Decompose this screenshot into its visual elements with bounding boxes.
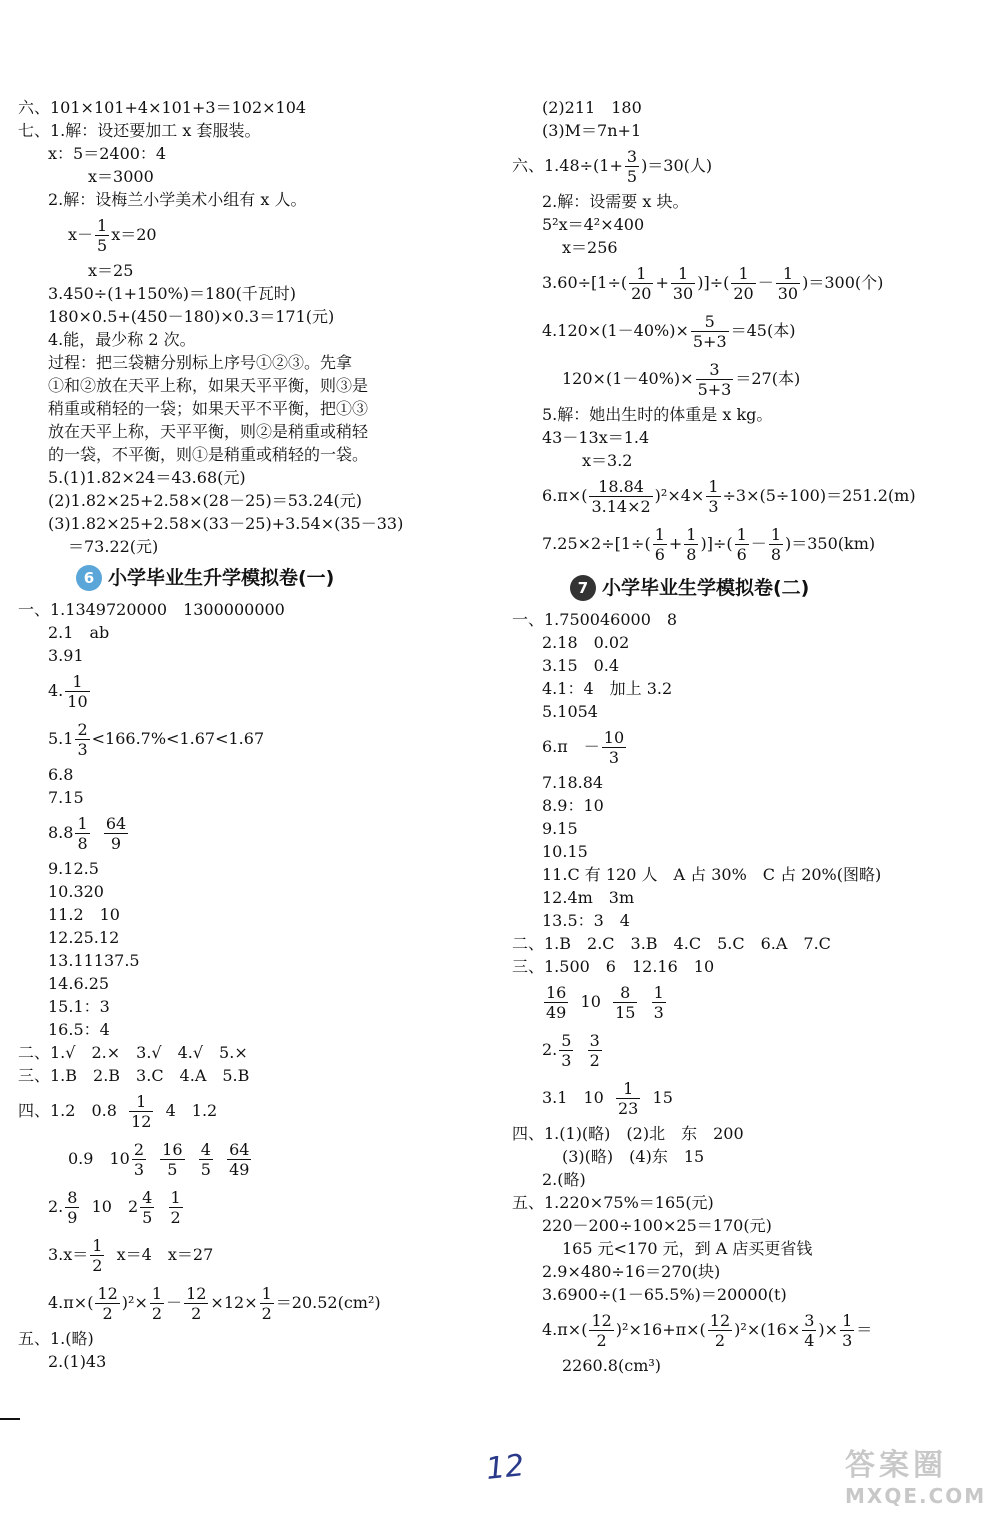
eq-line: [18, 165, 488, 188]
text: 5.1: [48, 729, 74, 748]
text: x＝25: [88, 261, 134, 280]
text: 15.1：3: [48, 997, 110, 1016]
answer-line: [512, 723, 982, 771]
watermark-logo: [845, 1440, 995, 1515]
text: )²×4×: [654, 486, 705, 505]
paragraph-line: [18, 443, 488, 466]
answer-line: [18, 621, 488, 644]
text: 14.6.25: [48, 974, 110, 993]
fraction: $\frac{1}{2}$: [151, 1284, 163, 1323]
text: 的一袋，不平衡，则①是稍重或稍轻的一袋。: [48, 445, 369, 464]
text: ＝: [856, 1320, 873, 1339]
answer-line: [512, 1026, 982, 1074]
text: －: [166, 1293, 183, 1312]
text: (3)M＝7n+1: [542, 121, 642, 140]
answer-line: [18, 1231, 488, 1279]
text: (3)(略) (4)东 15: [562, 1147, 705, 1166]
eq-line: [512, 449, 982, 472]
answer-line: [18, 644, 488, 667]
fraction: $\frac{8}{15}$: [615, 983, 636, 1022]
text: 四、1.2 0.8: [18, 1101, 117, 1120]
text: ×12×: [210, 1293, 258, 1312]
text: 13.5：3 4: [542, 911, 630, 930]
text: 3.91: [48, 646, 84, 665]
calc-line: [512, 307, 982, 355]
paragraph-line: [18, 374, 488, 397]
fraction: $\frac{12}{2}$: [186, 1284, 207, 1323]
text: 7.18.84: [542, 773, 604, 792]
calc-line: [512, 1283, 982, 1306]
solve-line: [512, 190, 982, 213]
fraction: $\frac{10}{3}$: [603, 728, 625, 767]
answer-line: [18, 857, 488, 880]
text: )²×(16×: [734, 1320, 801, 1339]
eq-line: [18, 211, 488, 259]
text: 5.解：她出生时的体重是 x kg。: [542, 405, 773, 424]
text: 9.15: [542, 819, 578, 838]
text: ＝27(本): [735, 369, 801, 388]
answer-line: [18, 786, 488, 809]
text: <166.7%<1.67<1.67: [91, 729, 265, 748]
fraction: $\frac{1}{10}$: [67, 672, 88, 711]
text: x＝3000: [88, 167, 154, 186]
text: )＝350(km): [785, 534, 876, 553]
calc-line: [18, 535, 488, 558]
answer-line: [512, 886, 982, 909]
text: 4 1.2: [165, 1101, 218, 1120]
text: )²×16+π×(: [615, 1320, 706, 1339]
answer-line: [512, 863, 982, 886]
text: 四、1.(1)(略) (2)北 东 200: [512, 1124, 744, 1143]
text: x＝3.2: [582, 451, 633, 470]
text: 3.60÷[1÷(: [542, 273, 628, 292]
text: 180×0.5+(450－180)×0.3＝171(元): [48, 307, 335, 326]
answer-line: [512, 978, 982, 1026]
fraction: $\frac{12}{2}$: [591, 1311, 612, 1350]
answer-line: [18, 667, 488, 715]
section-7-title: [512, 568, 982, 608]
answer-line: [512, 771, 982, 794]
text: 3.450÷(1+150%)＝180(千瓦时): [48, 284, 297, 303]
answer-line: [18, 763, 488, 786]
text: 2.: [48, 1197, 64, 1216]
calc-line: [512, 355, 982, 403]
calc-line: [512, 472, 982, 520]
text: 120×(1－40%)×: [562, 369, 694, 388]
fraction: $\frac{2}{3}$: [133, 1140, 144, 1179]
fraction: $\frac{18.84}{3.14\times 2}$: [591, 477, 651, 516]
fraction: $\frac{12}{2}$: [709, 1311, 731, 1350]
q6-line: [18, 96, 488, 119]
fraction: $\frac{1}{2}$: [170, 1188, 181, 1227]
calc-line: [512, 1214, 982, 1237]
solve-line: [18, 188, 488, 211]
text: 8.9：10: [542, 796, 604, 815]
fraction: $\frac{16}{5}$: [162, 1140, 183, 1179]
text: )＝300(个): [802, 273, 884, 292]
section-number-badge: 6: [76, 565, 102, 591]
answer-line: [512, 1145, 982, 1168]
eq-line: [512, 236, 982, 259]
watermark-text: 答案圈: [845, 1448, 947, 1483]
section-number-badge: 7: [570, 575, 596, 601]
calc-line: [512, 142, 982, 190]
text: 13.11137.5: [48, 951, 140, 970]
text: 过程：把三袋糖分别标上序号①②③。先拿: [48, 353, 353, 372]
fraction: $\frac{1}{30}$: [672, 264, 694, 303]
text: 8.8: [48, 823, 74, 842]
calc-line: 3.60÷[1÷( $\frac{1}{20}$ + $\frac{1}{30}$ )]÷( $\frac{1}{20}$ － $\frac{1}{30}$ )＝300(个): [542, 264, 884, 303]
text: ①和②放在天平上称，如果天平平衡，则③是: [48, 376, 369, 395]
text: 11.C 有 120 人 A 占 30% C 占 20%(图略): [542, 865, 882, 884]
answer-line: [18, 880, 488, 903]
text: )×: [818, 1320, 839, 1339]
text: 2.9×480÷16＝270(块): [542, 1262, 721, 1281]
text: 三、1.500 6 12.16 10: [512, 957, 715, 976]
fraction: $\frac{64}{9}$: [105, 814, 127, 853]
fraction: $\frac{1}{30}$: [777, 264, 799, 303]
answer-line: [18, 1350, 488, 1373]
fraction: $\frac{4}{5}$: [142, 1188, 153, 1227]
answer-line: [18, 1327, 488, 1350]
calc-line: [512, 1354, 982, 1377]
calc-line: [18, 489, 488, 512]
paragraph-line: [18, 397, 488, 420]
section-6-title: [18, 558, 488, 598]
paragraph-line: [18, 420, 488, 443]
text: 10: [580, 992, 601, 1011]
fraction: $\frac{1}{20}$: [733, 264, 754, 303]
answer-line: [512, 932, 982, 955]
text: 3.x＝: [48, 1245, 89, 1264]
text: 六、101×101+4×101+3＝102×104: [18, 98, 307, 117]
text: 5.1054: [542, 702, 598, 721]
solve-line: [512, 403, 982, 426]
answer-line: [512, 631, 982, 654]
text: )]÷(: [700, 534, 733, 553]
footer-rule: [0, 1418, 20, 1420]
text: 4.π×(: [542, 1320, 588, 1339]
answer-line: [512, 654, 982, 677]
text: 7.15: [48, 788, 84, 807]
answer-line: [512, 1168, 982, 1191]
text: 一、1.750046000 8: [512, 610, 678, 629]
calc-line: [512, 1237, 982, 1260]
text: ＝45(本): [730, 321, 796, 340]
text: 12.4m 3m: [542, 888, 635, 907]
text: ＝73.22(元): [68, 537, 159, 556]
answer-line: [512, 794, 982, 817]
text: 二、1.B 2.C 3.B 4.C 5.C 6.A 7.C: [512, 934, 831, 953]
text: 4.π×(: [48, 1293, 94, 1312]
text: 2.18 0.02: [542, 633, 630, 652]
text: )]÷(: [697, 273, 730, 292]
text: 10.15: [542, 842, 588, 861]
answer-line: [18, 1064, 488, 1087]
text: 11.2 10: [48, 905, 120, 924]
answer-line: [18, 598, 488, 621]
text: 2260.8(cm³): [562, 1356, 662, 1375]
text: 220－200÷100×25＝170(元): [542, 1216, 772, 1235]
fraction: $\frac{1}{8}$: [686, 525, 697, 564]
title-text: 小学毕业生升学模拟卷(一): [108, 567, 335, 589]
text: 2.(1)43: [48, 1352, 107, 1371]
fraction: $\frac{1}{23}$: [617, 1079, 639, 1118]
answer-line: [18, 1087, 488, 1135]
text: (3)1.82×25+2.58×(33－25)+3.54×(35－33): [48, 514, 404, 533]
calc-line: [512, 1260, 982, 1283]
text: 三、1.B 2.B 3.C 4.A 5.B: [18, 1066, 250, 1085]
fraction: $\frac{3}{2}$: [589, 1031, 600, 1070]
text: 10 2: [91, 1197, 139, 1216]
fraction: $\frac{1}{3}$: [842, 1311, 853, 1350]
answer-line: [18, 1135, 488, 1183]
text: 稍重或稍轻的一袋；如果天平不平衡，把①③: [48, 399, 369, 418]
fraction: $\frac{3}{5+3}$: [697, 360, 732, 399]
fraction: $\frac{5}{3}$: [561, 1031, 572, 1070]
answer-line: [512, 1074, 982, 1122]
fraction: $\frac{1}{20}$: [631, 264, 652, 303]
text: 2.解：设需要 x 块。: [542, 192, 689, 211]
calc-line: [18, 512, 488, 535]
answer-line: [18, 995, 488, 1018]
text: )²×: [121, 1293, 148, 1312]
calc-line: [18, 282, 488, 305]
text: 3.1 10: [542, 1088, 604, 1107]
eq-line: [512, 213, 982, 236]
eq-line: [512, 426, 982, 449]
fraction: $\frac{1}{5}$: [97, 216, 108, 255]
answer-line: [18, 1018, 488, 1041]
answer-line: [512, 955, 982, 978]
text: x：5＝2400：4: [48, 144, 167, 163]
fraction: $\frac{2}{3}$: [77, 720, 88, 759]
text: 3.15 0.4: [542, 656, 620, 675]
text: 七、1.解：设还要加工 x 套服装。: [18, 121, 261, 140]
fraction: $\frac{1}{6}$: [736, 525, 747, 564]
text: 9.12.5: [48, 859, 99, 878]
answer-line: [18, 715, 488, 763]
text: 六、1.48÷(1+: [512, 156, 623, 175]
page-number: 12: [484, 1448, 526, 1487]
fraction: $\frac{1}{3}$: [708, 477, 719, 516]
text: 16.5：4: [48, 1020, 110, 1039]
answer-line: [512, 1191, 982, 1214]
calc-line: [18, 466, 488, 489]
text: 2.: [542, 1040, 558, 1059]
answer-line: [512, 1122, 982, 1145]
fraction: $\frac{12}{2}$: [97, 1284, 118, 1323]
text: ÷3×(5÷100)＝251.2(m): [722, 486, 916, 505]
text: 165 元<170 元，到 A 店买更省钱: [562, 1239, 813, 1258]
right-column: [512, 96, 982, 1377]
left-column: [18, 96, 488, 1373]
text: 二、1.√ 2.× 3.√ 4.√ 5.×: [18, 1043, 248, 1062]
text: 4.120×(1－40%)×: [542, 321, 689, 340]
text: )＝30(人): [641, 156, 713, 175]
text: 0.9 10: [68, 1149, 130, 1168]
fraction: $\frac{3}{5}$: [626, 147, 638, 186]
answer-line: [512, 700, 982, 723]
text: 4.: [48, 681, 64, 700]
answer-line: [512, 909, 982, 932]
watermark-url: MXQE.COM: [845, 1484, 987, 1508]
fraction: $\frac{1}{8}$: [77, 814, 88, 853]
answer-line: [512, 608, 982, 631]
fraction: $\frac{1}{2}$: [261, 1284, 272, 1323]
answer-line: [18, 809, 488, 857]
eq-line: [18, 259, 488, 282]
answer-line: [18, 903, 488, 926]
text: 2.1 ab: [48, 623, 110, 642]
text: 一、1.1349720000 1300000000: [18, 600, 285, 619]
answer-line: [18, 972, 488, 995]
text: x－: [68, 225, 94, 244]
answer-line: [512, 119, 982, 142]
eq-line: [18, 142, 488, 165]
text: 10.320: [48, 882, 104, 901]
answer-line: [512, 817, 982, 840]
text: x＝4 x＝27: [116, 1245, 214, 1264]
fraction: $\frac{16}{49}$: [546, 983, 567, 1022]
text: 3.6900÷(1－65.5%)＝20000(t): [542, 1285, 787, 1304]
answer-line: [18, 328, 488, 351]
fraction: $\frac{4}{5}$: [200, 1140, 211, 1179]
text: 7.25×2÷[1÷(: [542, 534, 651, 553]
fraction: $\frac{1}{2}$: [92, 1236, 103, 1275]
text: 五、1.(略): [18, 1329, 94, 1348]
text: 15: [652, 1088, 673, 1107]
text: 5.(1)1.82×24＝43.68(元): [48, 468, 246, 487]
text: 12.25.12: [48, 928, 120, 947]
fraction: $\frac{1}{6}$: [654, 525, 665, 564]
answer-line: [18, 1279, 488, 1327]
paragraph-line: [18, 351, 488, 374]
q7-line: [18, 119, 488, 142]
fraction: $\frac{64}{49}$: [229, 1140, 250, 1179]
fraction: $\frac{1}{8}$: [770, 525, 781, 564]
text: (2)211 180: [542, 98, 642, 117]
fraction: $\frac{8}{9}$: [67, 1188, 78, 1227]
fraction: $\frac{1}{3}$: [653, 983, 664, 1022]
calc-line: [18, 305, 488, 328]
text: 4.能，最少称 2 次。: [48, 330, 196, 349]
answer-line: [18, 926, 488, 949]
text: 2.(略): [542, 1170, 586, 1189]
text: 五、1.220×75%＝165(元): [512, 1193, 714, 1212]
answer-line: [512, 96, 982, 119]
text: 放在天平上称，天平平衡，则②是稍重或稍轻: [48, 422, 369, 441]
answer-line: [512, 677, 982, 700]
text: 6.8: [48, 765, 74, 784]
fraction: $\frac{5}{5+3}$: [692, 312, 727, 351]
text: x＝20: [111, 225, 157, 244]
fraction: $\frac{3}{4}$: [804, 1311, 815, 1350]
text: 2.解：设梅兰小学美术小组有 x 人。: [48, 190, 307, 209]
calc-line: [512, 1306, 982, 1354]
text: 6.π×(: [542, 486, 588, 505]
text: 4.1：4 加上 3.2: [542, 679, 673, 698]
text: 6.π －: [542, 737, 600, 756]
text: 5²x＝4²×400: [542, 215, 645, 234]
calc-line: 7.25×2÷[1÷( $\frac{1}{6}$ + $\frac{1}{8}$ )]÷( $\frac{1}{6}$ － $\frac{1}{8}$ )＝350(km): [542, 525, 876, 564]
title-text: 小学毕业生学模拟卷(二): [602, 577, 810, 599]
text: ＝20.52(cm²): [275, 1293, 381, 1312]
answer-line: [18, 1041, 488, 1064]
fraction: $\frac{1}{12}$: [131, 1092, 152, 1131]
text: 43－13x＝1.4: [542, 428, 650, 447]
answer-line: [512, 840, 982, 863]
answer-line: [18, 1183, 488, 1231]
text: x＝256: [562, 238, 618, 257]
answer-line: [18, 949, 488, 972]
text: (2)1.82×25+2.58×(28－25)＝53.24(元): [48, 491, 362, 510]
